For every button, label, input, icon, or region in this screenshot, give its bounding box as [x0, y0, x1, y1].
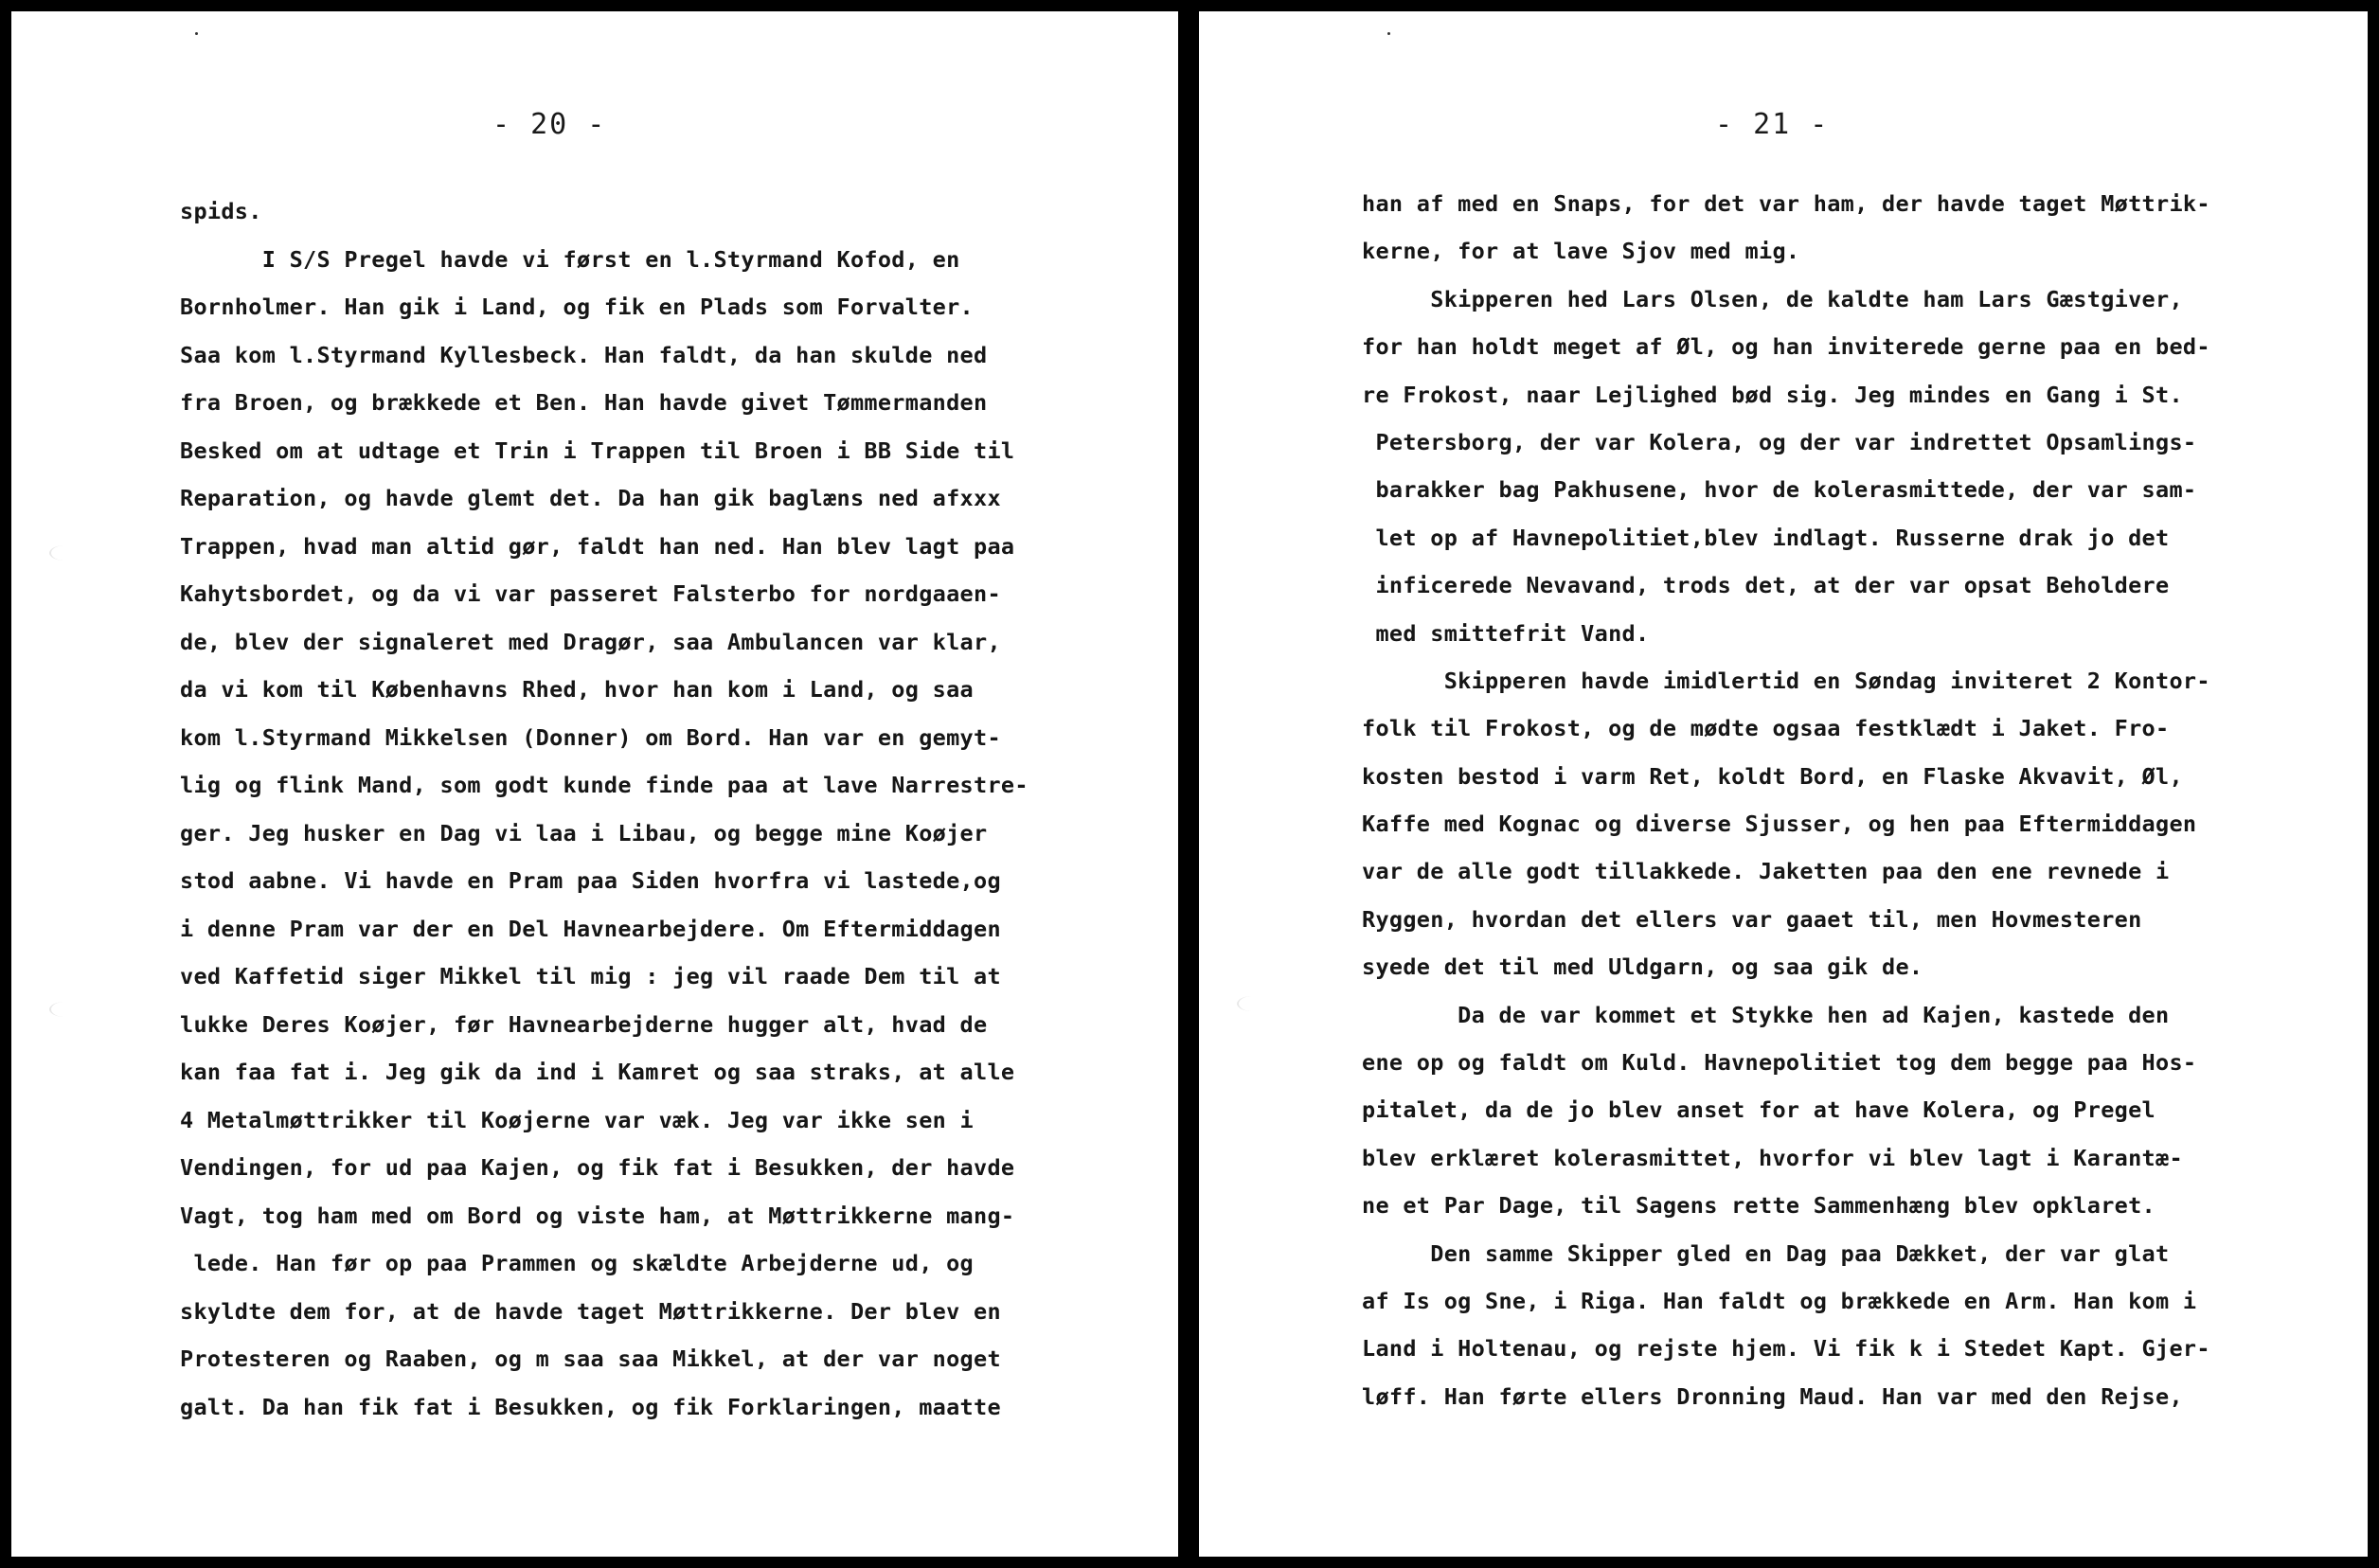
text-line: ger. Jeg husker en Dag vi laa i Libau, og begge mine Koøjer	[180, 819, 988, 846]
text-line: var de alle godt tillakkede. Jaketten paa den ene revnede i	[1362, 858, 2170, 885]
page-number: - 21 -	[1715, 108, 1830, 141]
text-line: syede det til med Uldgarn, og saa gik de.	[1362, 953, 1923, 981]
text-body	[1362, 180, 2210, 1420]
punch-hole-mark	[49, 1002, 80, 1017]
text-line: re Frokost, naar Lejlighed bød sig. Jeg mindes en Gang i St.	[1362, 381, 2183, 408]
text-line: ene op og faldt om Kuld. Havnepolitiet tog dem begge paa Hos-	[1362, 1049, 2197, 1077]
text-line: da vi kom til Københavns Rhed, hvor han kom i Land, og saa	[180, 676, 974, 703]
text-line: løff. Han førte ellers Dronning Maud. Han var med den Rejse,	[1362, 1382, 2183, 1410]
text-line: i denne Pram var der en Del Havnearbejdere. Om Eftermiddagen	[180, 915, 1001, 942]
text-line: fra Broen, og brækkede et Ben. Han havde givet Tømmermanden	[180, 389, 988, 416]
text-line: kan faa fat i. Jeg gik da ind i Kamret og saa straks, at alle	[180, 1059, 1015, 1085]
text-line: folk til Frokost, og de mødte ogsaa festklædt i Jaket. Fro-	[1362, 715, 2170, 742]
text-line: kerne, for at lave Sjov med mig.	[1362, 238, 1800, 265]
text-line: let op af Havnepolitiet,blev indlagt. Russerne drak jo det	[1362, 524, 2170, 551]
text-line: med smittefrit Vand.	[1362, 619, 1650, 647]
text-line: Kaffe med Kognac og diverse Sjusser, og hen paa Eftermiddagen	[1362, 811, 2197, 838]
text-line: Trappen, hvad man altid gør, faldt han ned. Han blev lagt paa	[180, 532, 1015, 560]
text-line: spids.	[180, 198, 262, 224]
text-line: kom l.Styrmand Mikkelsen (Donner) om Bord. Han var en gemyt-	[180, 723, 1001, 751]
text-line: blev erklæret kolerasmittet, hvorfor vi blev lagt i Karantæ-	[1362, 1144, 2183, 1171]
right-page	[1199, 11, 2368, 1557]
text-line: Vagt, tog ham med om Bord og viste ham, at Møttrikkerne mang-	[180, 1202, 1015, 1229]
ink-speck	[195, 32, 198, 35]
left-page	[11, 11, 1178, 1557]
text-line: stod aabne. Vi havde en Pram paa Siden hvorfra vi lastede,og	[180, 867, 1001, 894]
punch-hole-mark	[49, 545, 80, 561]
text-line: Skipperen hed Lars Olsen, de kaldte ham Lars Gæstgiver,	[1362, 285, 2183, 312]
text-line: barakker bag Pakhusene, hvor de kolerasmittede, der var sam-	[1362, 476, 2197, 504]
text-line: Kahytsbordet, og da vi var passeret Falsterbo for nordgaaen-	[180, 580, 1001, 607]
text-line: Vendingen, for ud paa Kajen, og fik fat i Besukken, der havde	[180, 1154, 1015, 1181]
text-line: skyldte dem for, at de havde taget Møttrikkerne. Der blev en	[180, 1297, 1001, 1325]
text-line: I S/S Pregel havde vi først en l.Styrmand Kofod, en	[180, 245, 960, 273]
text-line: de, blev der signaleret med Dragør, saa Ambulancen var klar,	[180, 628, 1001, 655]
text-line: lig og flink Mand, som godt kunde finde paa at lave Narrestre-	[180, 772, 1029, 798]
text-body	[180, 187, 1029, 1431]
text-line: kosten bestod i varm Ret, koldt Bord, en Flaske Akvavit, Øl,	[1362, 762, 2183, 790]
text-line: pitalet, da de jo blev anset for at have Kolera, og Pregel	[1362, 1096, 2155, 1124]
text-line: ne et Par Dage, til Sagens rette Sammenhæng blev opklaret.	[1362, 1192, 2155, 1220]
text-line: Saa kom l.Styrmand Kyllesbeck. Han faldt, da han skulde ned	[180, 341, 988, 368]
text-line: Petersborg, der var Kolera, og der var indrettet Opsamlings-	[1362, 428, 2197, 455]
text-line: 4 Metalmøttrikker til Koøjerne var væk. Jeg var ikke sen i	[180, 1106, 974, 1133]
text-line: Bornholmer. Han gik i Land, og fik en Plads som Forvalter.	[180, 294, 974, 320]
text-line: Land i Holtenau, og rejste hjem. Vi fik k i Stedet Kapt. Gjer-	[1362, 1335, 2210, 1363]
ink-speck	[1387, 32, 1390, 35]
text-line: han af med en Snaps, for det var ham, der havde taget Møttrik-	[1362, 190, 2210, 217]
text-line: Protesteren og Raaben, og m saa saa Mikkel, at der var noget	[180, 1345, 1001, 1372]
text-line: ved Kaffetid siger Mikkel til mig : jeg vil raade Dem til at	[180, 963, 1001, 989]
text-line: Da de var kommet et Stykke hen ad Kajen, kastede den	[1362, 1001, 2170, 1028]
text-line: Ryggen, hvordan det ellers var gaaet til, men Hovmesteren	[1362, 905, 2142, 933]
text-line: Den samme Skipper gled en Dag paa Dækket, der var glat	[1362, 1239, 2170, 1267]
text-line: inficerede Nevavand, trods det, at der var opsat Beholdere	[1362, 572, 2170, 599]
page-number: - 20 -	[492, 108, 607, 141]
text-line: af Is og Sne, i Riga. Han faldt og brækkede en Arm. Han kom i	[1362, 1287, 2197, 1314]
text-line: lede. Han før op paa Prammen og skældte Arbejderne ud, og	[180, 1250, 974, 1276]
punch-hole-mark	[1237, 996, 1267, 1011]
text-line: galt. Da han fik fat i Besukken, og fik Forklaringen, maatte	[180, 1393, 1001, 1420]
text-line: lukke Deres Koøjer, før Havnearbejderne hugger alt, hvad de	[180, 1010, 988, 1038]
text-line: Reparation, og havde glemt det. Da han gik baglæns ned afxxx	[180, 485, 1001, 511]
text-line: Besked om at udtage et Trin i Trappen til Broen i BB Side til	[180, 437, 1015, 464]
text-line: Skipperen havde imidlertid en Søndag inviteret 2 Kontor-	[1362, 667, 2210, 694]
text-line: for han holdt meget af Øl, og han inviterede gerne paa en bed-	[1362, 333, 2210, 361]
